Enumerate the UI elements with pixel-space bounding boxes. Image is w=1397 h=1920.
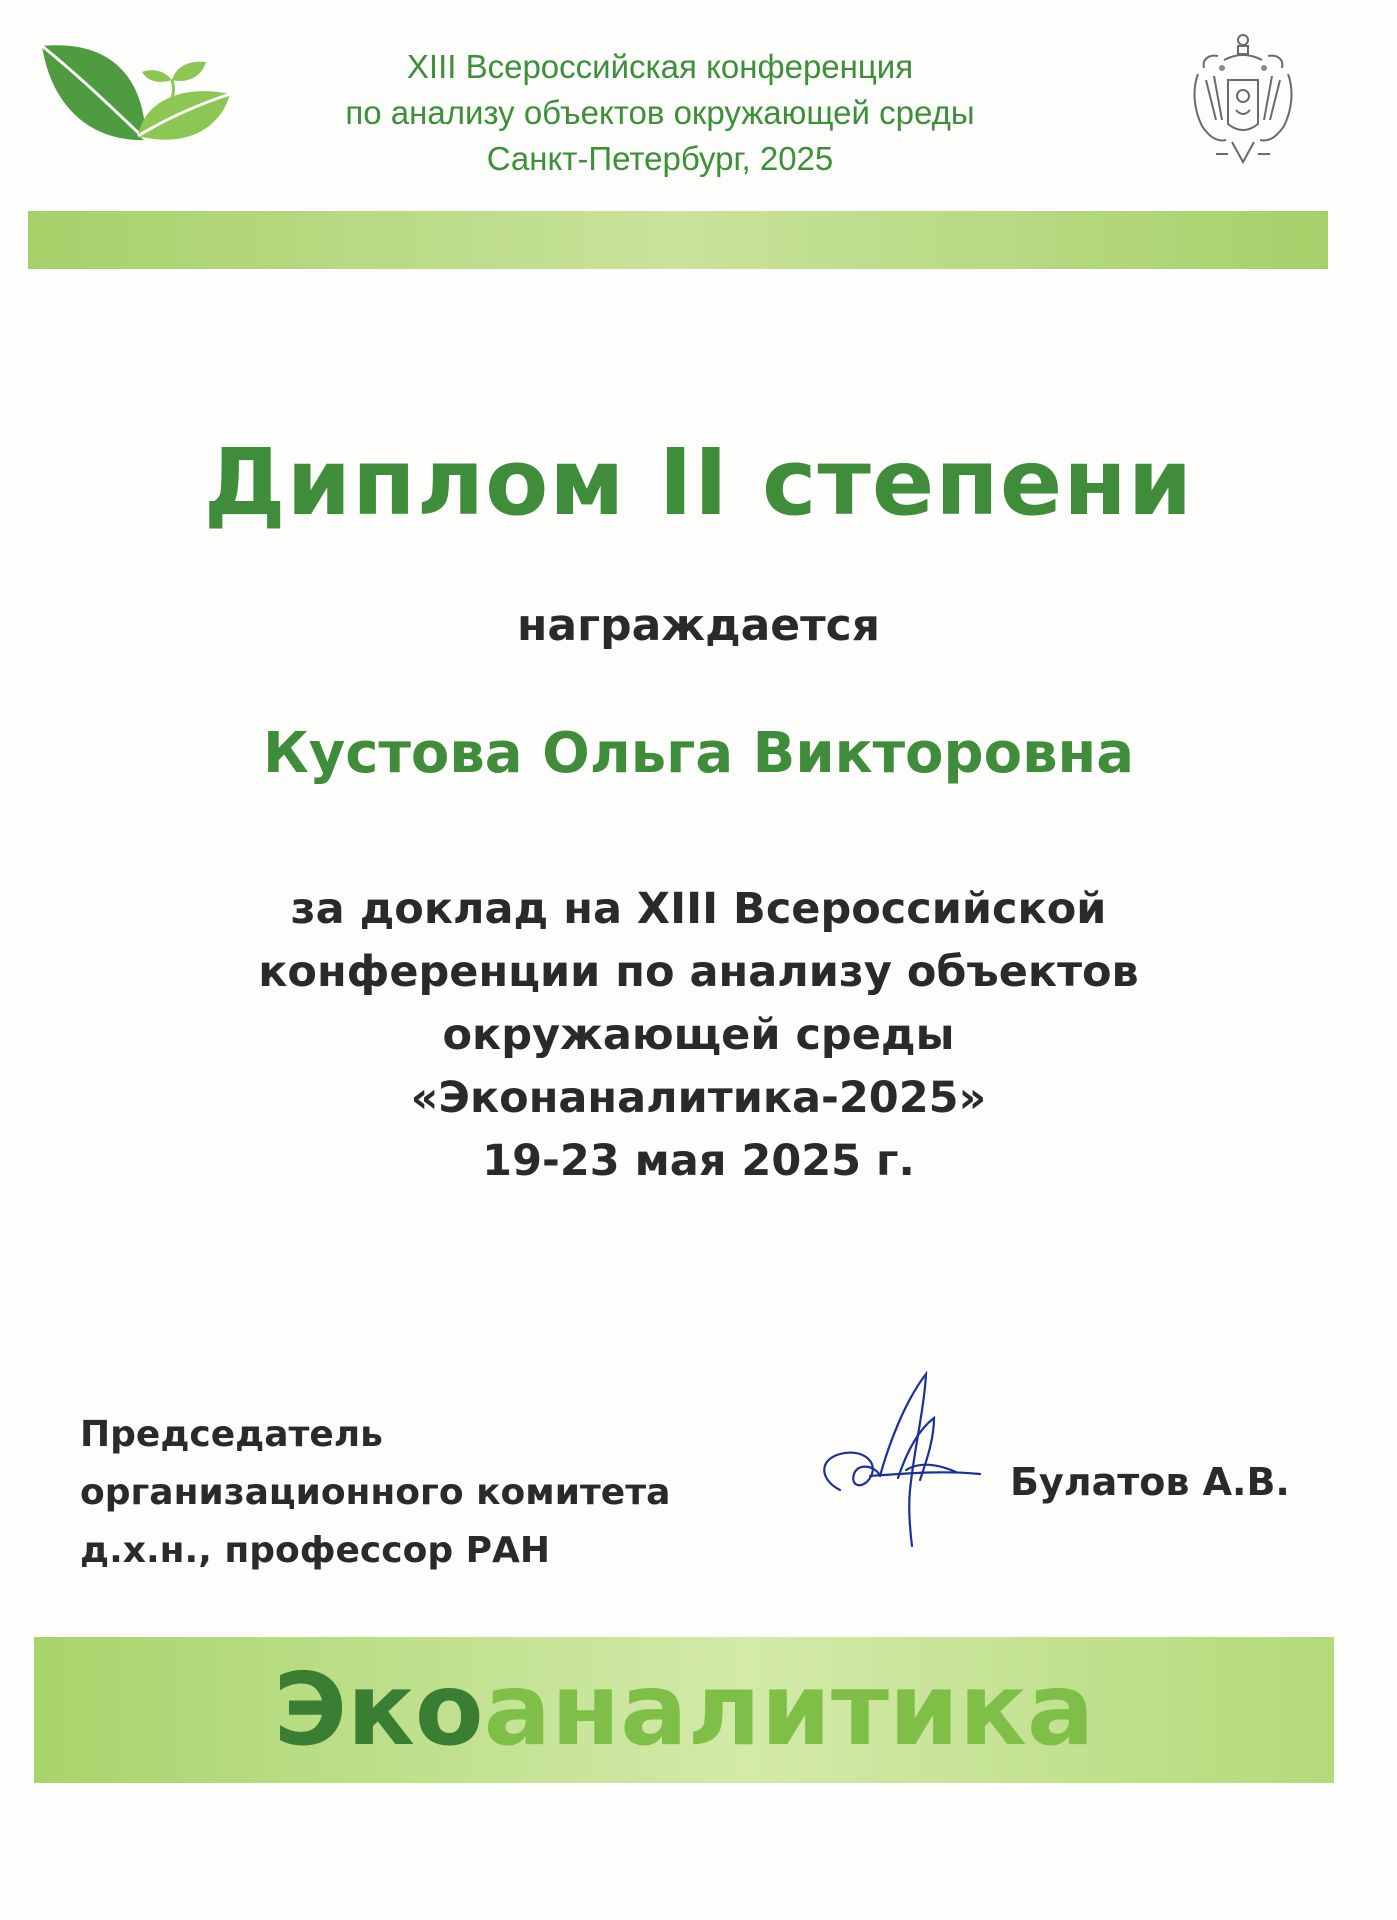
award-reason-line-1: за доклад на XIII Всероссийской [290,884,1107,934]
conference-title-line-2: по анализу объектов окружающей среды [345,94,975,131]
award-reason-line-3: окружающей среды [442,1010,955,1060]
conference-title [250,44,1070,182]
signer-name: Булатов А.В. [1010,1460,1290,1504]
conference-title-line-3: Санкт-Петербург, 2025 [486,140,834,177]
leaf-logo-icon [34,40,234,160]
diploma-title: Диплом II степени [203,429,1194,536]
chair-position-line-1: Председатель [80,1414,383,1455]
recipient-name: Кустова Ольга Викторовна [262,721,1135,786]
conference-title-line-1: XIII Всероссийская конференция [406,48,914,85]
award-reason [100,878,1297,1193]
brand-part-analitika: аналитика [483,1651,1095,1768]
handwritten-signature [810,1370,990,1550]
spbu-emblem-icon [1188,30,1298,172]
awarded-text: награждается [517,600,880,651]
bottom-brand-band [34,1637,1334,1783]
chair-position [80,1406,670,1580]
brand-part-eko: Эко [273,1651,484,1768]
chair-position-line-3: д.х.н., профессор РАН [80,1530,551,1571]
award-reason-line-4: «Эконаналитика-2025» [410,1073,987,1123]
brand-logotype [34,1637,1334,1783]
chair-position-line-2: организационного комитета [80,1472,671,1513]
award-reason-line-2: конференции по анализу объектов [258,947,1139,997]
top-decorative-band [28,211,1328,269]
award-reason-line-5: 19-23 мая 2025 г. [482,1136,915,1186]
